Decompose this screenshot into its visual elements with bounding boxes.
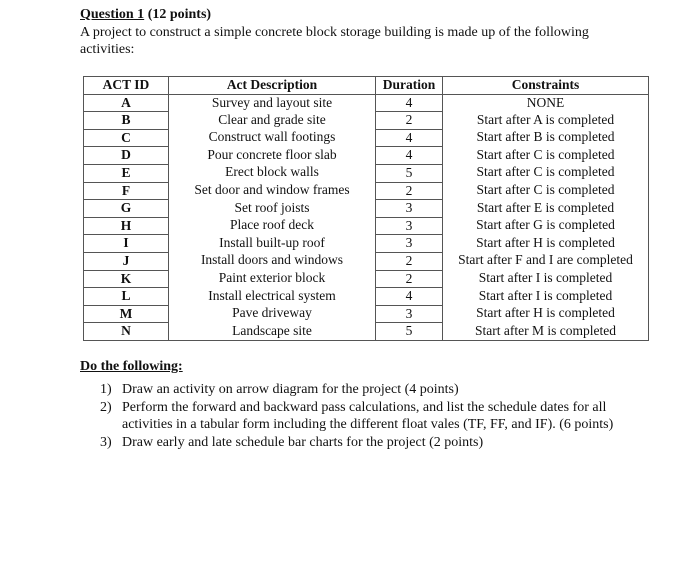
duration-cell: 5 bbox=[376, 164, 443, 182]
act-id-cell: A bbox=[84, 94, 169, 112]
duration-cell: 2 bbox=[376, 270, 443, 288]
duration-cell: 4 bbox=[376, 288, 443, 306]
act-description-cell: Install electrical system bbox=[169, 288, 376, 306]
act-description-cell: Construct wall footings bbox=[169, 129, 376, 147]
constraints-cell: Start after F and I are completed bbox=[443, 252, 649, 270]
duration-cell: 4 bbox=[376, 94, 443, 112]
table-row bbox=[84, 288, 649, 306]
duration-cell: 2 bbox=[376, 252, 443, 270]
table-body bbox=[84, 94, 649, 340]
constraints-cell: Start after B is completed bbox=[443, 129, 649, 147]
act-description-cell: Place roof deck bbox=[169, 217, 376, 235]
tasks-list bbox=[100, 381, 620, 451]
constraints-cell: Start after E is completed bbox=[443, 200, 649, 218]
header-act-description: Act Description bbox=[169, 77, 376, 95]
act-description-cell: Pour concrete floor slab bbox=[169, 147, 376, 165]
table-row bbox=[84, 147, 649, 165]
act-description-cell: Erect block walls bbox=[169, 164, 376, 182]
tasks-heading: Do the following: bbox=[80, 359, 183, 374]
constraints-cell: Start after H is completed bbox=[443, 305, 649, 323]
act-id-cell: L bbox=[84, 288, 169, 306]
task-item bbox=[100, 434, 620, 452]
table-row bbox=[84, 164, 649, 182]
duration-cell: 2 bbox=[376, 182, 443, 200]
duration-cell: 3 bbox=[376, 305, 443, 323]
header-act-id: ACT ID bbox=[84, 77, 169, 95]
act-description-cell: Paint exterior block bbox=[169, 270, 376, 288]
table-row bbox=[84, 323, 649, 341]
task-text: Perform the forward and backward pass calculations, and list the schedule dates for all activities in a tabular form including the different float vales (TF, FF, and IF). (6 points) bbox=[122, 399, 614, 432]
act-id-cell: E bbox=[84, 164, 169, 182]
table-row bbox=[84, 252, 649, 270]
act-id-cell: B bbox=[84, 112, 169, 130]
act-description-cell: Set roof joists bbox=[169, 200, 376, 218]
table-row bbox=[84, 112, 649, 130]
duration-cell: 4 bbox=[376, 129, 443, 147]
act-description-cell: Survey and layout site bbox=[169, 94, 376, 112]
task-text: Draw early and late schedule bar charts for the project (2 points) bbox=[122, 434, 484, 450]
duration-cell: 5 bbox=[376, 323, 443, 341]
duration-cell: 3 bbox=[376, 235, 443, 253]
constraints-cell: Start after C is completed bbox=[443, 164, 649, 182]
act-id-cell: F bbox=[84, 182, 169, 200]
constraints-cell: Start after G is completed bbox=[443, 217, 649, 235]
table-row bbox=[84, 200, 649, 218]
task-number: 1) bbox=[100, 382, 112, 397]
table-row bbox=[84, 305, 649, 323]
question-title bbox=[80, 7, 211, 23]
task-text: Draw an activity on arrow diagram for the project (4 points) bbox=[122, 382, 459, 397]
act-description-cell: Install built-up roof bbox=[169, 235, 376, 253]
act-id-cell: M bbox=[84, 305, 169, 323]
header-constraints: Constraints bbox=[443, 77, 649, 95]
duration-cell: 2 bbox=[376, 112, 443, 130]
question-label: Question 1 bbox=[80, 7, 145, 22]
constraints-cell: Start after C is completed bbox=[443, 182, 649, 200]
act-id-cell: C bbox=[84, 129, 169, 147]
constraints-cell: Start after M is completed bbox=[443, 323, 649, 341]
act-description-cell: Pave driveway bbox=[169, 305, 376, 323]
task-number: 2) bbox=[100, 399, 112, 415]
duration-cell: 3 bbox=[376, 200, 443, 218]
constraints-cell: Start after C is completed bbox=[443, 147, 649, 165]
act-description-cell: Set door and window frames bbox=[169, 182, 376, 200]
act-id-cell: H bbox=[84, 217, 169, 235]
question-intro: A project to construct a simple concrete block storage building is made up of the following activities: bbox=[80, 25, 589, 57]
act-id-cell: N bbox=[84, 323, 169, 341]
table-row bbox=[84, 182, 649, 200]
table-row bbox=[84, 217, 649, 235]
act-description-cell: Clear and grade site bbox=[169, 112, 376, 130]
question-points: (12 points) bbox=[147, 7, 212, 22]
table-row bbox=[84, 94, 649, 112]
table-header-row bbox=[84, 77, 649, 95]
act-id-cell: K bbox=[84, 270, 169, 288]
task-item bbox=[100, 381, 620, 399]
table-row bbox=[84, 129, 649, 147]
constraints-cell: Start after A is completed bbox=[443, 112, 649, 130]
act-id-cell: J bbox=[84, 252, 169, 270]
duration-cell: 4 bbox=[376, 147, 443, 165]
duration-cell: 3 bbox=[376, 217, 443, 235]
act-id-cell: D bbox=[84, 147, 169, 165]
table-row bbox=[84, 270, 649, 288]
constraints-cell: NONE bbox=[443, 94, 649, 112]
task-number: 3) bbox=[100, 434, 112, 450]
act-description-cell: Install doors and windows bbox=[169, 252, 376, 270]
header-duration: Duration bbox=[376, 77, 443, 95]
activities-table bbox=[83, 76, 649, 341]
constraints-cell: Start after H is completed bbox=[443, 235, 649, 253]
act-description-cell: Landscape site bbox=[169, 323, 376, 341]
act-id-cell: G bbox=[84, 200, 169, 218]
task-item bbox=[100, 399, 620, 434]
constraints-cell: Start after I is completed bbox=[443, 270, 649, 288]
act-id-cell: I bbox=[84, 235, 169, 253]
constraints-cell: Start after I is completed bbox=[443, 288, 649, 306]
table-row bbox=[84, 235, 649, 253]
